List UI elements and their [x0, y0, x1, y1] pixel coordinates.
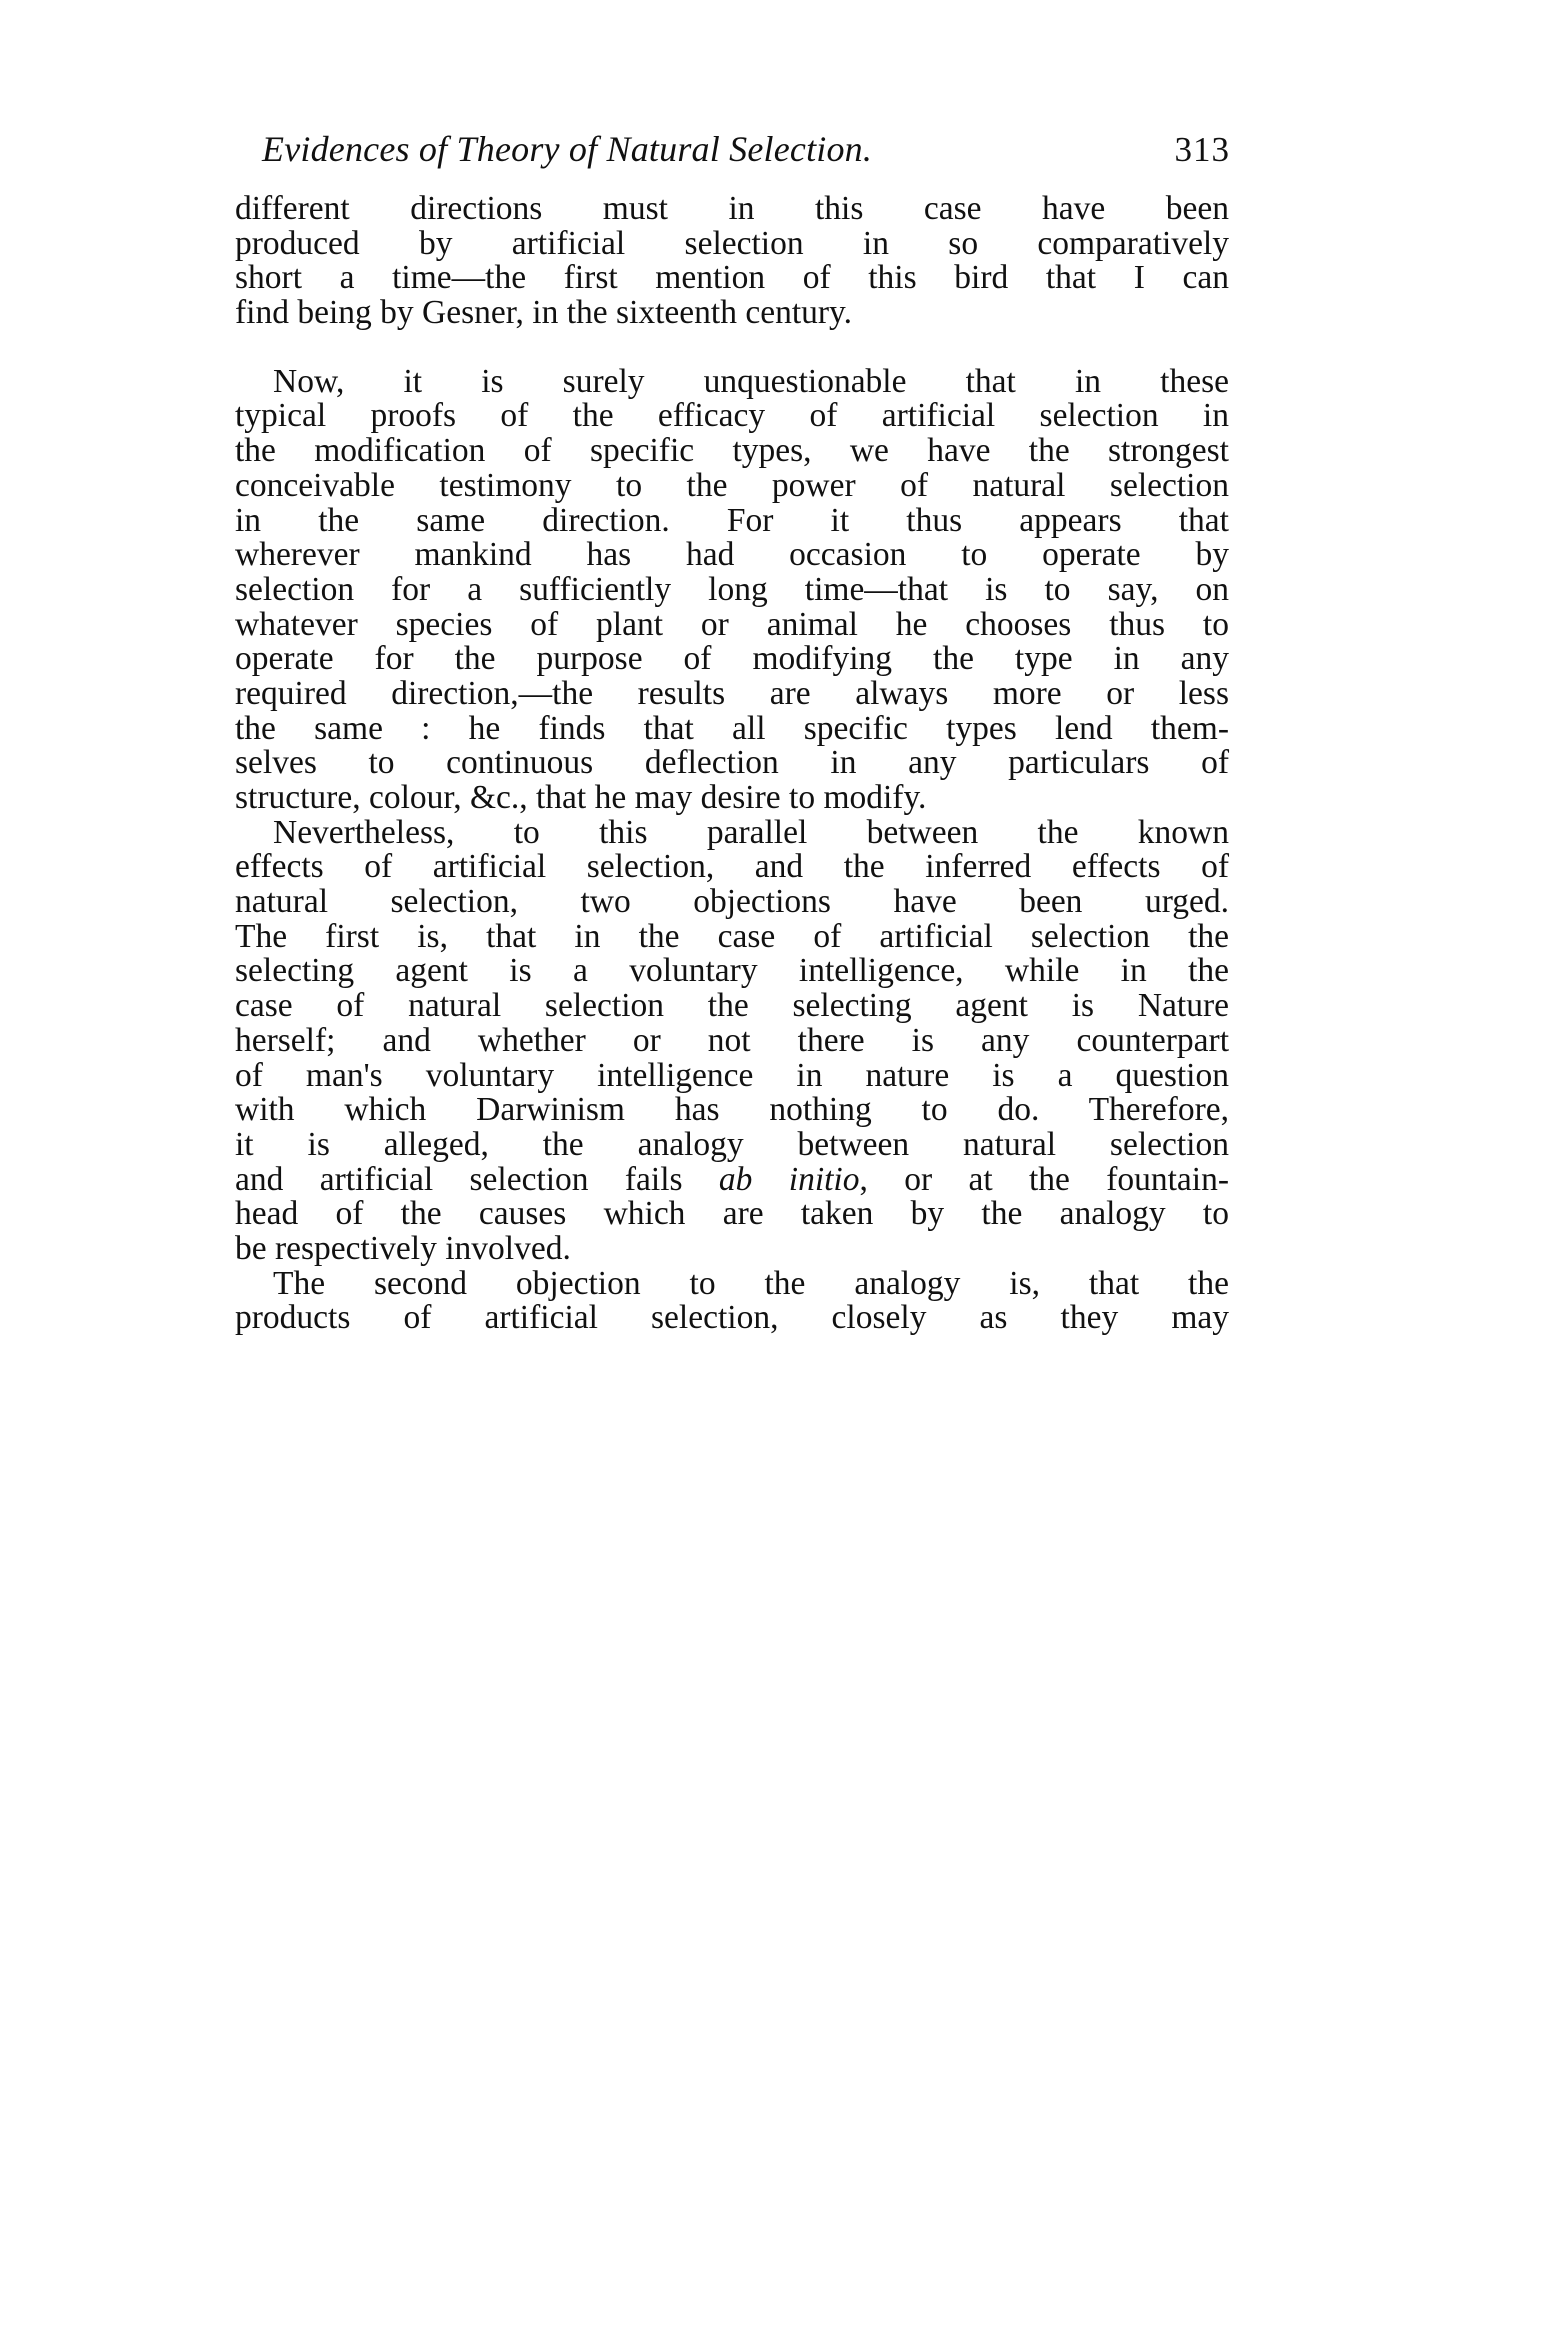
text-line: effects of artificial selection, and the inferred effects of	[235, 848, 1229, 886]
text-line: products of artificial selection, closely as they may	[235, 1299, 1229, 1337]
text-line: Now, it is surely unquestionable that in these	[273, 362, 1229, 400]
text-line: The second objection to the analogy is, that the	[273, 1264, 1229, 1302]
text-line-with-italic	[235, 1160, 1230, 1198]
body-text	[235, 192, 1229, 1336]
text-line: wherever mankind has had occasion to operate by	[235, 536, 1229, 574]
text-line: the same : he finds that all specific types lend them-	[235, 709, 1229, 747]
text-line: herself; and whether or not there is any counterpart	[235, 1021, 1229, 1059]
running-head	[262, 128, 1230, 178]
text-line: be respectively involved.	[235, 1229, 571, 1267]
paragraph-gap	[235, 331, 1229, 365]
text-line: operate for the purpose of modifying the type in any	[235, 640, 1229, 678]
text-line: structure, colour, &c., that he may desire to modify.	[235, 779, 927, 816]
text-line: with which Darwinism has nothing to do. Therefore,	[235, 1091, 1229, 1129]
text-line: selves to continuous deflection in any particulars of	[235, 744, 1229, 782]
paragraph-3	[235, 813, 1230, 1267]
text-line: conceivable testimony to the power of natural selection	[235, 466, 1229, 504]
latin-phrase: ab initio	[718, 1160, 860, 1198]
text-line: it is alleged, the analogy between natural selection	[235, 1125, 1229, 1163]
paragraph-4	[235, 1264, 1229, 1337]
text-line: natural selection, two objections have been urged.	[235, 883, 1229, 921]
text-line: Nevertheless, to this parallel between the known	[273, 813, 1229, 851]
running-head-title: Evidences of Theory of Natural Selection.	[262, 129, 873, 169]
text-line: typical proofs of the efficacy of artificial selection in	[235, 397, 1229, 435]
text-line: the modification of specific types, we have the strongest	[235, 432, 1229, 470]
text-line: The first is, that in the case of artificial selection the	[235, 917, 1229, 955]
text-line: short a time—the first mention of this bird that I can	[235, 259, 1229, 297]
paragraph-2	[235, 362, 1229, 816]
text-line: required direction,—the results are always more or less	[235, 674, 1229, 712]
text-line: case of natural selection the selecting agent is Nature	[235, 987, 1229, 1025]
text-line: of man's voluntary intelligence in nature is a question	[235, 1056, 1229, 1094]
text-line: find being by Gesner, in the sixteenth century.	[235, 294, 853, 332]
text-line: head of the causes which are taken by the analogy to	[235, 1195, 1229, 1233]
text-segment: , or at the fountain-	[859, 1160, 1230, 1198]
text-line: selection for a sufficiently long time—that is to say, on	[235, 570, 1229, 608]
text-segment: and artificial selection fails	[235, 1160, 683, 1198]
text-line: whatever species of plant or animal he chooses thus to	[235, 605, 1229, 643]
page-number: 313	[1174, 130, 1230, 169]
text-line: selecting agent is a voluntary intelligence, while in the	[235, 952, 1229, 990]
text-line: produced by artificial selection in so comparatively	[235, 224, 1229, 262]
paragraph-1	[235, 192, 1229, 331]
text-line: in the same direction. For it thus appears that	[235, 501, 1229, 539]
text-line: different directions must in this case have been	[235, 190, 1229, 227]
